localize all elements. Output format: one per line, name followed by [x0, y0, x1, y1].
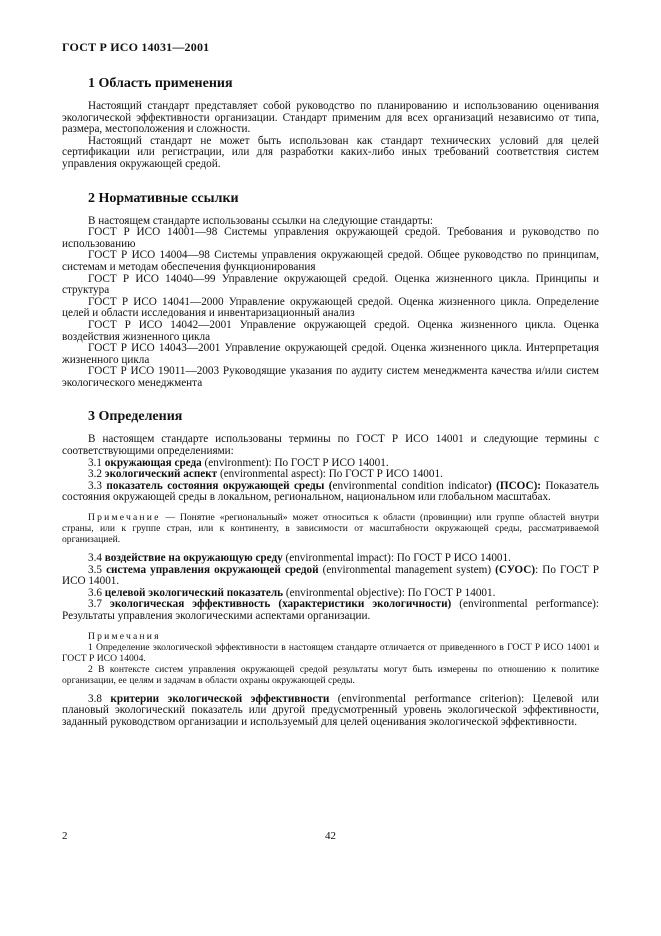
note-item: 1 Определение экологической эффективности в настоящем стандарте отличается от приведенного в ГОСТ Р ИСО 14001 и ГОСТ Р ИСО 14004. [62, 641, 599, 664]
paragraph: Настоящий стандарт не может быть использован как стандарт технических условий для целей сертификации или регистрации, или для разработки каких-либо иных требований соответствия систем управления окружающей средой. [62, 134, 599, 170]
note: Примечание — Понятие «региональный» может относиться к области (провинции) или группе областей внутри страны, или к группе стран, или к континенту, в зависимости от масштабности окружающей среды, рассматриваемой организацией. [62, 512, 599, 546]
reference-item: ГОСТ Р ИСО 14041—2000 Управление окружающей средой. Оценка жизненного цикла. Определение целей и области исследования и инвентаризационный анализ [62, 295, 599, 320]
reference-item: ГОСТ Р ИСО 14040—99 Управление окружающей средой. Оценка жизненного цикла. Принципы и структура [62, 272, 599, 297]
definition-3-8: 3.8 критерии экологической эффективности (environmental performance criterion): Целевой или плановый экологический показатель или другой предусмотренный уровень экологической эффективности, заданный руководством организации и используемый для целей оценивания экологической эффективности. [62, 692, 599, 728]
note-item: 2 В контексте систем управления окружающей средой результаты могут быть измерены по отношению к политике организации, ее целям и задачам в области охраны окружающей среды. [62, 663, 599, 686]
definition-3-1: 3.1 окружающая среда (environment): По ГОСТ Р ИСО 14001. [88, 456, 389, 469]
term: целевой экологический показатель [104, 586, 284, 599]
section-scope [62, 76, 599, 171]
page-number: 2 [62, 830, 68, 842]
reference-item: ГОСТ Р ИСО 14004—98 Системы управления окружающей средой. Общее руководство по принципам, системам и методам обеспечения функционирования [62, 249, 599, 273]
definition-3-2: 3.2 экологический аспект (environmental aspect): По ГОСТ Р ИСО 14001. [88, 468, 443, 481]
definition-3-4: 3.4 воздействие на окружающую среду (environmental impact): По ГОСТ Р ИСО 14001. [88, 552, 511, 565]
reference-item: ГОСТ Р ИСО 19011—2003 Руководящие указания по аудиту систем менеджмента качества и/или систем экологического менеджмента [62, 365, 599, 389]
section-title: 1 Область применения [88, 76, 233, 91]
document-page [62, 40, 599, 748]
definition-3-6: 3.6 целевой экологический показатель (environmental objective): По ГОСТ Р 14001. [88, 586, 496, 599]
reference-item: ГОСТ Р ИСО 14042—2001 Управление окружающей средой. Оценка жизненного цикла. Оценка воздействия жизненного цикла [62, 318, 599, 343]
term: воздействие на окружающую среду [104, 552, 283, 565]
abbreviation: ) (ПСОС): [488, 479, 542, 492]
definition-3-5: 3.5 система управления окружающей средой (environmental management system) (СУОС): По ГОСТ Р ИСО 14001. [62, 563, 599, 588]
section-title: 2 Нормативные ссылки [88, 190, 239, 206]
definition-3-3: 3.3 показатель состояния окружающей среды (environmental condition indicator) (ПСОС): Показатель состояния окружающей среды в локальном, региональном, национальном или глобальном масштабах. [62, 479, 599, 504]
term: критерии экологической эффективности [110, 692, 330, 705]
term: экологическая эффективность (характеристики экологичности) [110, 598, 452, 611]
abbreviation: (СУОС) [495, 563, 536, 576]
definition-3-7: 3.7 экологическая эффективность (характеристики экологичности) (environmental performance): Результаты управления экологическими аспектами организации. [62, 598, 600, 622]
notes-heading: Примечания [88, 630, 161, 642]
term: система управления окружающей средой [106, 563, 319, 576]
term: экологический аспект [104, 468, 218, 481]
paragraph: Настоящий стандарт представляет собой руководство по планированию и использованию оценивания экологической эффективности организации. Стандарт применим для всех организаций независимо от типа, размера, местоположения и сложности. [62, 100, 599, 136]
section-definitions [62, 409, 599, 728]
document-header: ГОСТ Р ИСО 14031—2001 [62, 40, 210, 54]
section-normative-references [62, 191, 599, 390]
term: показатель состояния окружающей среды ( [106, 479, 333, 492]
paragraph: В настоящем стандарте использованы ссылки на следующие стандарты: [88, 214, 433, 227]
section-title: 3 Определения [88, 409, 183, 425]
sheet-number: 42 [325, 830, 336, 842]
term: окружающая среда [104, 456, 202, 469]
reference-item: ГОСТ Р ИСО 14001—98 Системы управления окружающей средой. Требования и руководство по использованию [62, 226, 599, 250]
reference-item: ГОСТ Р ИСО 14043—2001 Управление окружающей средой. Оценка жизненного цикла. Интерпретация жизненного цикла [62, 342, 599, 366]
paragraph: В настоящем стандарте использованы термины по ГОСТ Р ИСО 14001 и следующие термины с соответствующими определениями: [62, 433, 599, 458]
